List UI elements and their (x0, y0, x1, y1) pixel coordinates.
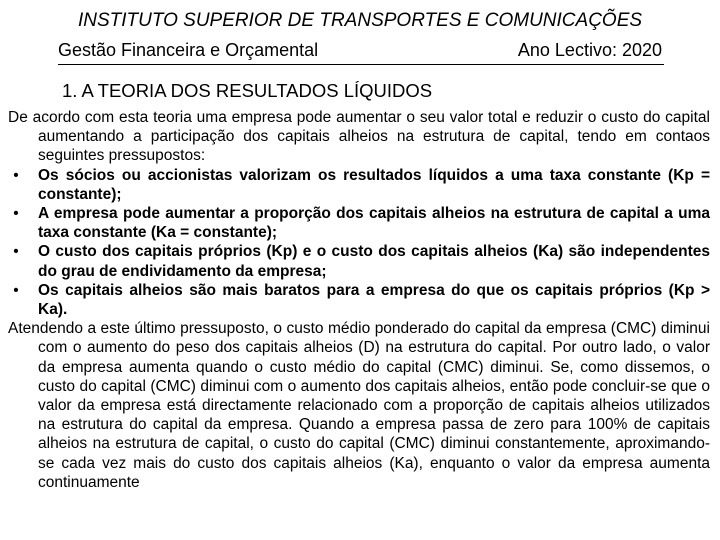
course-name: Gestão Financeira e Orçamental (58, 40, 319, 60)
academic-year: Ano Lectivo: 2020 (517, 40, 662, 60)
assumptions-list (8, 166, 710, 320)
conclusion-paragraph: Atendendo a este último pressuposto, o custo médio ponderado do capital da empresa (CMC) diminui com o aumento do peso dos capitais alheios (D) na estrutura do capital. Por outro lado, o valor da empresa aumenta quando o custo médio do capital (CMC) diminui. Se, como dissemos, o custo do capital (CMC) diminui com o aumento dos capitais alheios, então pode concluir-se que o valor da empresa está directamente relacionado com a proporção de capitais alheios utilizados na estrutura do capital da empresa. Quando a empresa passa de zero para 100% de capitais alheios na estrutura de capital, o custo do capital (CMC) diminui constantemente, aproximando-se cada vez mais do custo dos capitais alheios (Ka), enquanto o valor da empresa aumenta continuamente (8, 320, 710, 491)
assumption-text: A empresa pode aumentar a proporção dos capitais alheios na estrutura de capital a uma taxa constante (Ka = constante); (38, 205, 710, 242)
bullet-icon: • (13, 243, 19, 261)
list-item (8, 204, 710, 242)
bullet-icon: • (13, 205, 19, 223)
bullet-icon: • (13, 166, 19, 184)
assumption-text: Os sócios ou accionistas valorizam os resultados líquidos a uma taxa constante (Kp = constante); (38, 166, 710, 203)
intro-paragraph: De acordo com esta teoria uma empresa pode aumentar o seu valor total e reduzir o custo do capital aumentando a participação dos capitais alheios na estrutura de capital, tendo em contaos seguintes pressupostos: (8, 109, 710, 165)
assumption-text: Os capitais alheios são mais baratos para a empresa do que os capitais próprios (Kp > Ka). (38, 281, 710, 319)
bullet-icon: • (13, 281, 19, 299)
body-text (8, 108, 710, 492)
list-item (8, 166, 710, 204)
institution-title: INSTITUTO SUPERIOR DE TRANSPORTES E COMUNICAÇÕES (77, 10, 643, 31)
section-heading: 1. A TEORIA DOS RESULTADOS LÍQUIDOS (62, 80, 433, 101)
assumption-text: O custo dos capitais próprios (Kp) e o custo dos capitais alheios (Ka) são independentes do grau de endividamento da empresa; (38, 243, 710, 280)
list-item (8, 281, 710, 319)
course-header (58, 38, 664, 65)
list-item (8, 242, 710, 280)
